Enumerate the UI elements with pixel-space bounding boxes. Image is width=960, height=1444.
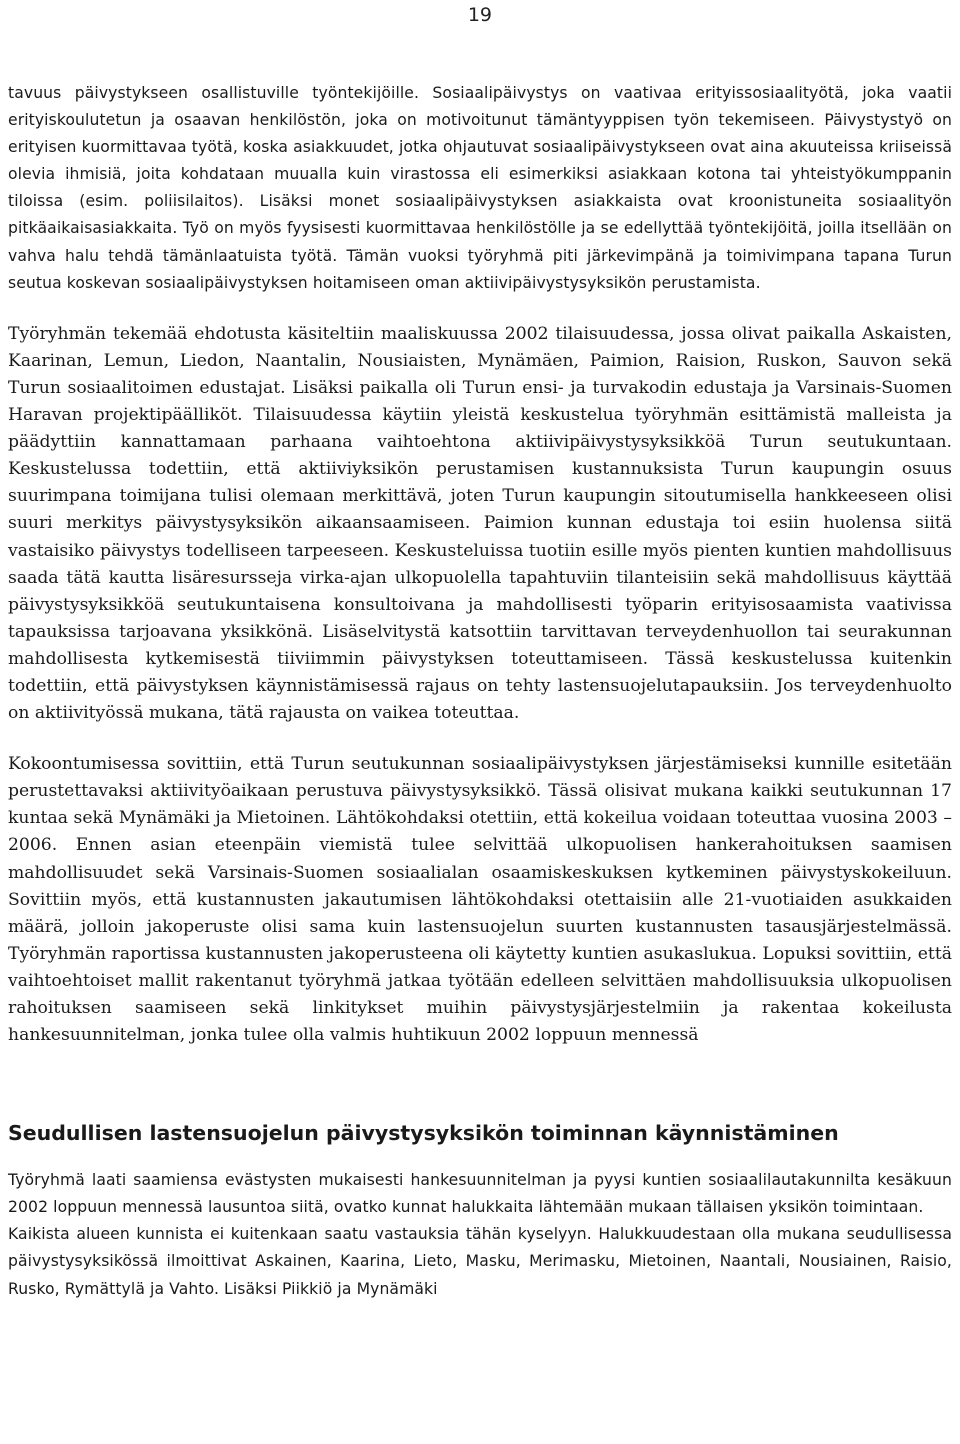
paragraph-workload: tavuus päivystykseen osallistuville työntekijöille. Sosiaalipäivystys on vaativaa erityissosiaalityötä, joka vaatii erityiskoulutetun ja osaavan henkilöstön, joka on motivoitunut tämäntyyppisen työn tekemiseen. Päivystystyö on erityisen kuormittavaa työtä, koska asiakkuudet, jotka ohjautuvat sosiaalipäivystykseen ovat aina akuuteissa kriiseissä olevia ihmisiä, joita kohdataan muualla kuin virastossa eli esimerkiksi asiakkaan kotona tai yhteistyökumppanin tiloissa (esim. poliisilaitos). Lisäksi monet sosiaalipäivystyksen asiakkaista ovat kroonistuneita sosiaalityön pitkäaikaisasiakkaita. Työ on myös fyysisesti kuormittavaa henkilöstölle ja se edellyttää työntekijöitä, joilla itsellään on vahva halu tehdä tämänlaatuista työtä. Tämän vuoksi työryhmä piti järkevimpänä ja toimivimpana tapana Turun seutua koskevan sosiaalipäivystyksen hoitamiseen oman aktiivipäivystysyksikön perustamista. [8,84,952,292]
paragraph-agreement: Kokoontumisessa sovittiin, että Turun seutukunnan sosiaalipäivystyksen järjestämiseksi kunnille esitetään perustettavaksi aktiivityöaikaan perustuva päivystysyksikkö. Tässä olisivat mukana kaikki seutukunnan 17 kuntaa sekä Mynämäki ja Mietoinen. Lähtökohdaksi otettiin, että kokeilua voidaan toteuttaa vuosina 2003 – 2006. Ennen asian eteenpäin viemistä tulee selvittää ulkopuolisen hankerahoituksen saamisen mahdollisuudet sekä Varsinais-Suomen sosiaalialan osaamiskeskuksen kytkeminen päivystyskokeiluun. Sovittiin myös, että kustannusten jakautumisen lähtökohdaksi otettaisiin alle 21-vuotiaiden asukkaiden määrä, jolloin jakoperuste olisi sama kuin lastensuojelun suurten kustannusten tasausjärjestelmässä. Työryhmän raportissa kustannusten jakoperusteena oli käytetty kuntien asukaslukua. Lopuksi sovittiin, että vaihtoehtoiset mallit rakentanut työryhmä jatkaa työtään edelleen selvittäen mahdollisuuksia ulkopuolisen rahoituksen saamiseen sekä linkitykset muihin päivystysjärjestelmiin ja rakentaa kokeilusta hankesuunnitelman, jonka tulee olla valmis huhtikuun 2002 loppuun mennessä [8,754,952,1046]
paragraph-municipal-responses: Kaikista alueen kunnista ei kuitenkaan saatu vastauksia tähän kyselyyn. Halukkuudestaan olla mukana seudullisessa päivystysyksikössä ilmoittivat Askainen, Kaarina, Lieto, Masku, Merimasku, Mietoinen, Naantali, Nousiainen, Raisio, Rusko, Rymättylä ja Vahto. Lisäksi Piikkiö ja Mynämäki [8,1225,952,1298]
document-body [8,80,952,1303]
paragraph-project-plan: Työryhmä laati saamiensa evästysten mukaisesti hankesuunnitelman ja pyysi kuntien sosiaalilautakunnilta kesäkuun 2002 loppuun mennessä lausuntoa siitä, ovatko kunnat halukkaita lähtemään mukaan tällaisen yksikön toimintaan. [8,1171,952,1217]
section-heading: Seudullisen lastensuojelun päivystysyksikön toiminnan käynnistäminen [8,1121,839,1146]
paragraph-proposal-meeting: Työryhmän tekemää ehdotusta käsiteltiin maaliskuussa 2002 tilaisuudessa, jossa olivat paikalla Askaisten, Kaarinan, Lemun, Liedon, Naantalin, Nousiaisten, Mynämäen, Paimion, Raision, Ruskon, Sauvon sekä Turun sosiaalitoimen edustajat. Lisäksi paikalla oli Turun ensi- ja turvakodin edustaja ja Varsinais-Suomen Haravan projektipäälliköt. Tilaisuudessa käytiin yleistä keskustelua työryhmän esittämistä malleista ja päädyttiin kannattamaan parhaana vaihtoehtona aktiivipäivystysyksikköä Turun seutukuntaan. Keskustelussa todettiin, että aktiiviyksikön perustamisen kustannuksista Turun kaupungin osuus suurimpana toimijana tulisi olemaan merkittävä, joten Turun kaupungin sitoutumisella hankkeeseen olisi suuri merkitys päivystysyksikön aikaansaamiseen. Paimion kunnan edustaja toi esiin huolensa siitä vastaisiko päivystys todelliseen tarpeeseen. Keskusteluissa tuotiin esille myös pienten kuntien mahdollisuus saada tätä kautta lisäresursseja virka-ajan ulkopuolella tapahtuviin tilanteisiin sekä mahdollisuus käyttää päivystysyksikköä seutukuntaisena konsultoivana ja mahdollisesti työparin erityisosaamista vaativissa tapauksissa tarjoavana yksikkönä. Lisäselvitystä katsottiin tarvittavan terveydenhuollon tai seurakunnan mahdollisesta kytkemisestä tiiviimmin päivystyksen toteuttamiseen. Tässä keskustelussa kuitenkin todettiin, että päivystyksen käynnistämisessä rajaus on tehty lastensuojelutapauksiin. Jos terveydenhuolto on aktiivityössä mukana, tätä rajausta on vaikea toteuttaa. [8,323,952,724]
page-number: 19 [467,4,492,26]
